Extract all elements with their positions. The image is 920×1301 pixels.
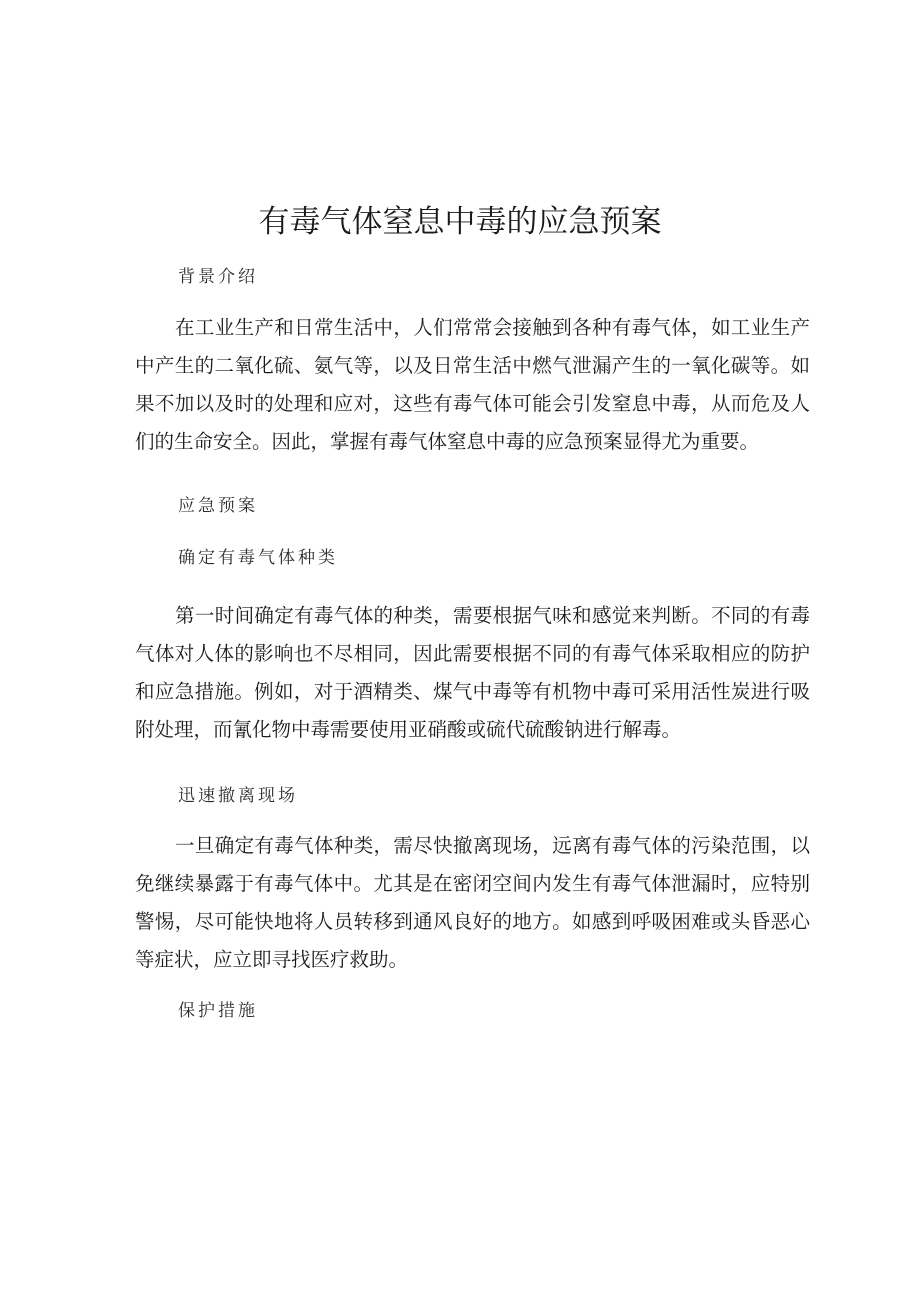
section-heading-background: 背景介绍 — [178, 267, 258, 287]
paragraph-background: 在工业生产和日常生活中，人们常常会接触到各种有毒气体，如工业生产中产生的二氧化硫、氨气等，以及日常生活中燃气泄漏产生的一氧化碳等。如果不加以及时的处理和应对，这些有毒气体可能会引发窒息中毒，从而危及人们的生命安全。因此，掌握有毒气体窒息中毒的应急预案显得尤为重要。 — [135, 316, 810, 453]
document-title: 有毒气体窒息中毒的应急预案 — [258, 204, 662, 240]
section-heading-protection: 保护措施 — [178, 1001, 258, 1021]
section-heading-evacuate: 迅速撤离现场 — [178, 786, 298, 806]
section-heading-emergency-plan: 应急预案 — [178, 496, 258, 516]
paragraph-identify-gas: 第一时间确定有毒气体的种类，需要根据气味和感觉来判断。不同的有毒气体对人体的影响也不尽相同，因此需要根据不同的有毒气体采取相应的防护和应急措施。例如，对于酒精类、煤气中毒等有机物中毒可采用活性炭进行吸附处理，而氰化物中毒需要使用亚硝酸或硫代硫酸钠进行解毒。 — [135, 604, 810, 741]
section-heading-identify-gas: 确定有毒气体种类 — [178, 548, 338, 568]
paragraph-evacuate: 一旦确定有毒气体种类，需尽快撤离现场，远离有毒气体的污染范围，以免继续暴露于有毒气体中。尤其是在密闭空间内发生有毒气体泄漏时，应特别警惕，尽可能快地将人员转移到通风良好的地方。如感到呼吸困难或头昏恶心等症状，应立即寻找医疗救助。 — [135, 834, 810, 971]
